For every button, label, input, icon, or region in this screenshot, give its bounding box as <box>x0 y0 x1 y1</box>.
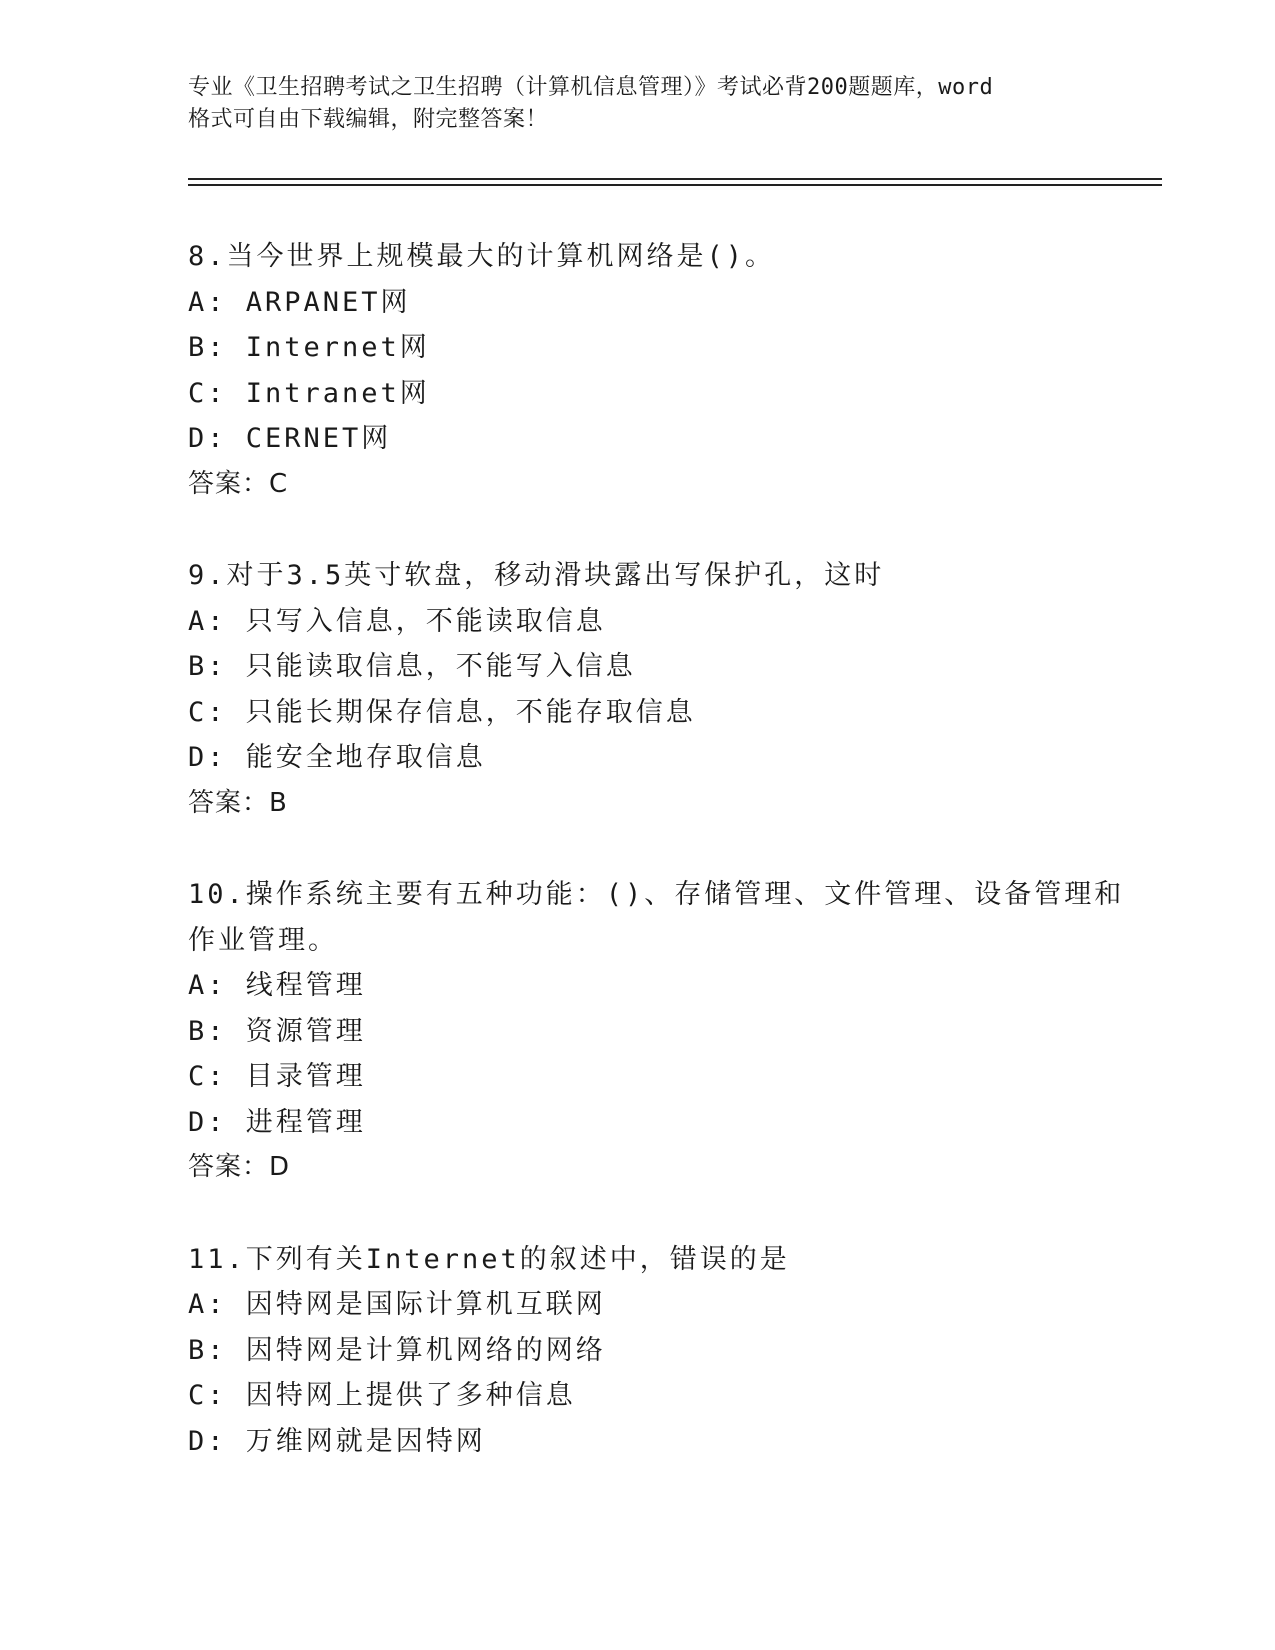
header-title-line-2: 格式可自由下载编辑，附完整答案！ <box>188 107 549 132</box>
question-8 <box>188 234 1088 507</box>
document-header <box>188 72 1088 136</box>
option-a: A: ARPANET网 <box>188 286 411 318</box>
question-10 <box>188 872 1125 1191</box>
option-a: A: 线程管理 <box>188 970 366 1001</box>
option-c: C: Intranet网 <box>188 377 430 409</box>
option-d: D: CERNET网 <box>188 423 392 454</box>
question-9 <box>188 553 1088 826</box>
option-c: C: 只能长期保存信息，不能存取信息 <box>188 696 696 728</box>
question-stem: 8.当今世界上规模最大的计算机网络是()。 <box>188 241 776 272</box>
option-d: D: 万维网就是因特网 <box>188 1425 486 1457</box>
answer-label: 答案：B <box>188 787 288 818</box>
header-divider-top <box>188 178 1162 180</box>
option-b: B: 只能读取信息，不能写入信息 <box>188 651 636 682</box>
question-stem-line-1: 10.操作系统主要有五种功能：()、存储管理、文件管理、设备管理和 <box>188 879 1125 910</box>
question-11 <box>188 1237 1088 1465</box>
answer-label: 答案：C <box>188 468 289 499</box>
option-c: C: 目录管理 <box>188 1061 366 1092</box>
option-a: A: 只写入信息，不能读取信息 <box>188 605 606 637</box>
question-list <box>188 234 1125 1510</box>
option-b: B: 因特网是计算机网络的网络 <box>188 1334 606 1366</box>
option-c: C: 因特网上提供了多种信息 <box>188 1380 576 1411</box>
question-stem-line-2: 作业管理。 <box>188 924 338 956</box>
header-divider-bottom <box>188 184 1162 186</box>
question-stem: 9.对于3.5英寸软盘，移动滑块露出写保护孔，这时 <box>188 560 885 591</box>
option-a: A: 因特网是国际计算机互联网 <box>188 1289 606 1320</box>
option-d: D: 进程管理 <box>188 1106 366 1138</box>
option-b: B: Internet网 <box>188 332 430 363</box>
header-title-line-1: 专业《卫生招聘考试之卫生招聘（计算机信息管理）》考试必背200题题库，word <box>188 75 994 100</box>
option-b: B: 资源管理 <box>188 1015 366 1047</box>
option-d: D: 能安全地存取信息 <box>188 742 486 773</box>
answer-label: 答案：D <box>188 1152 291 1182</box>
question-stem: 11.下列有关Internet的叙述中，错误的是 <box>188 1243 790 1275</box>
